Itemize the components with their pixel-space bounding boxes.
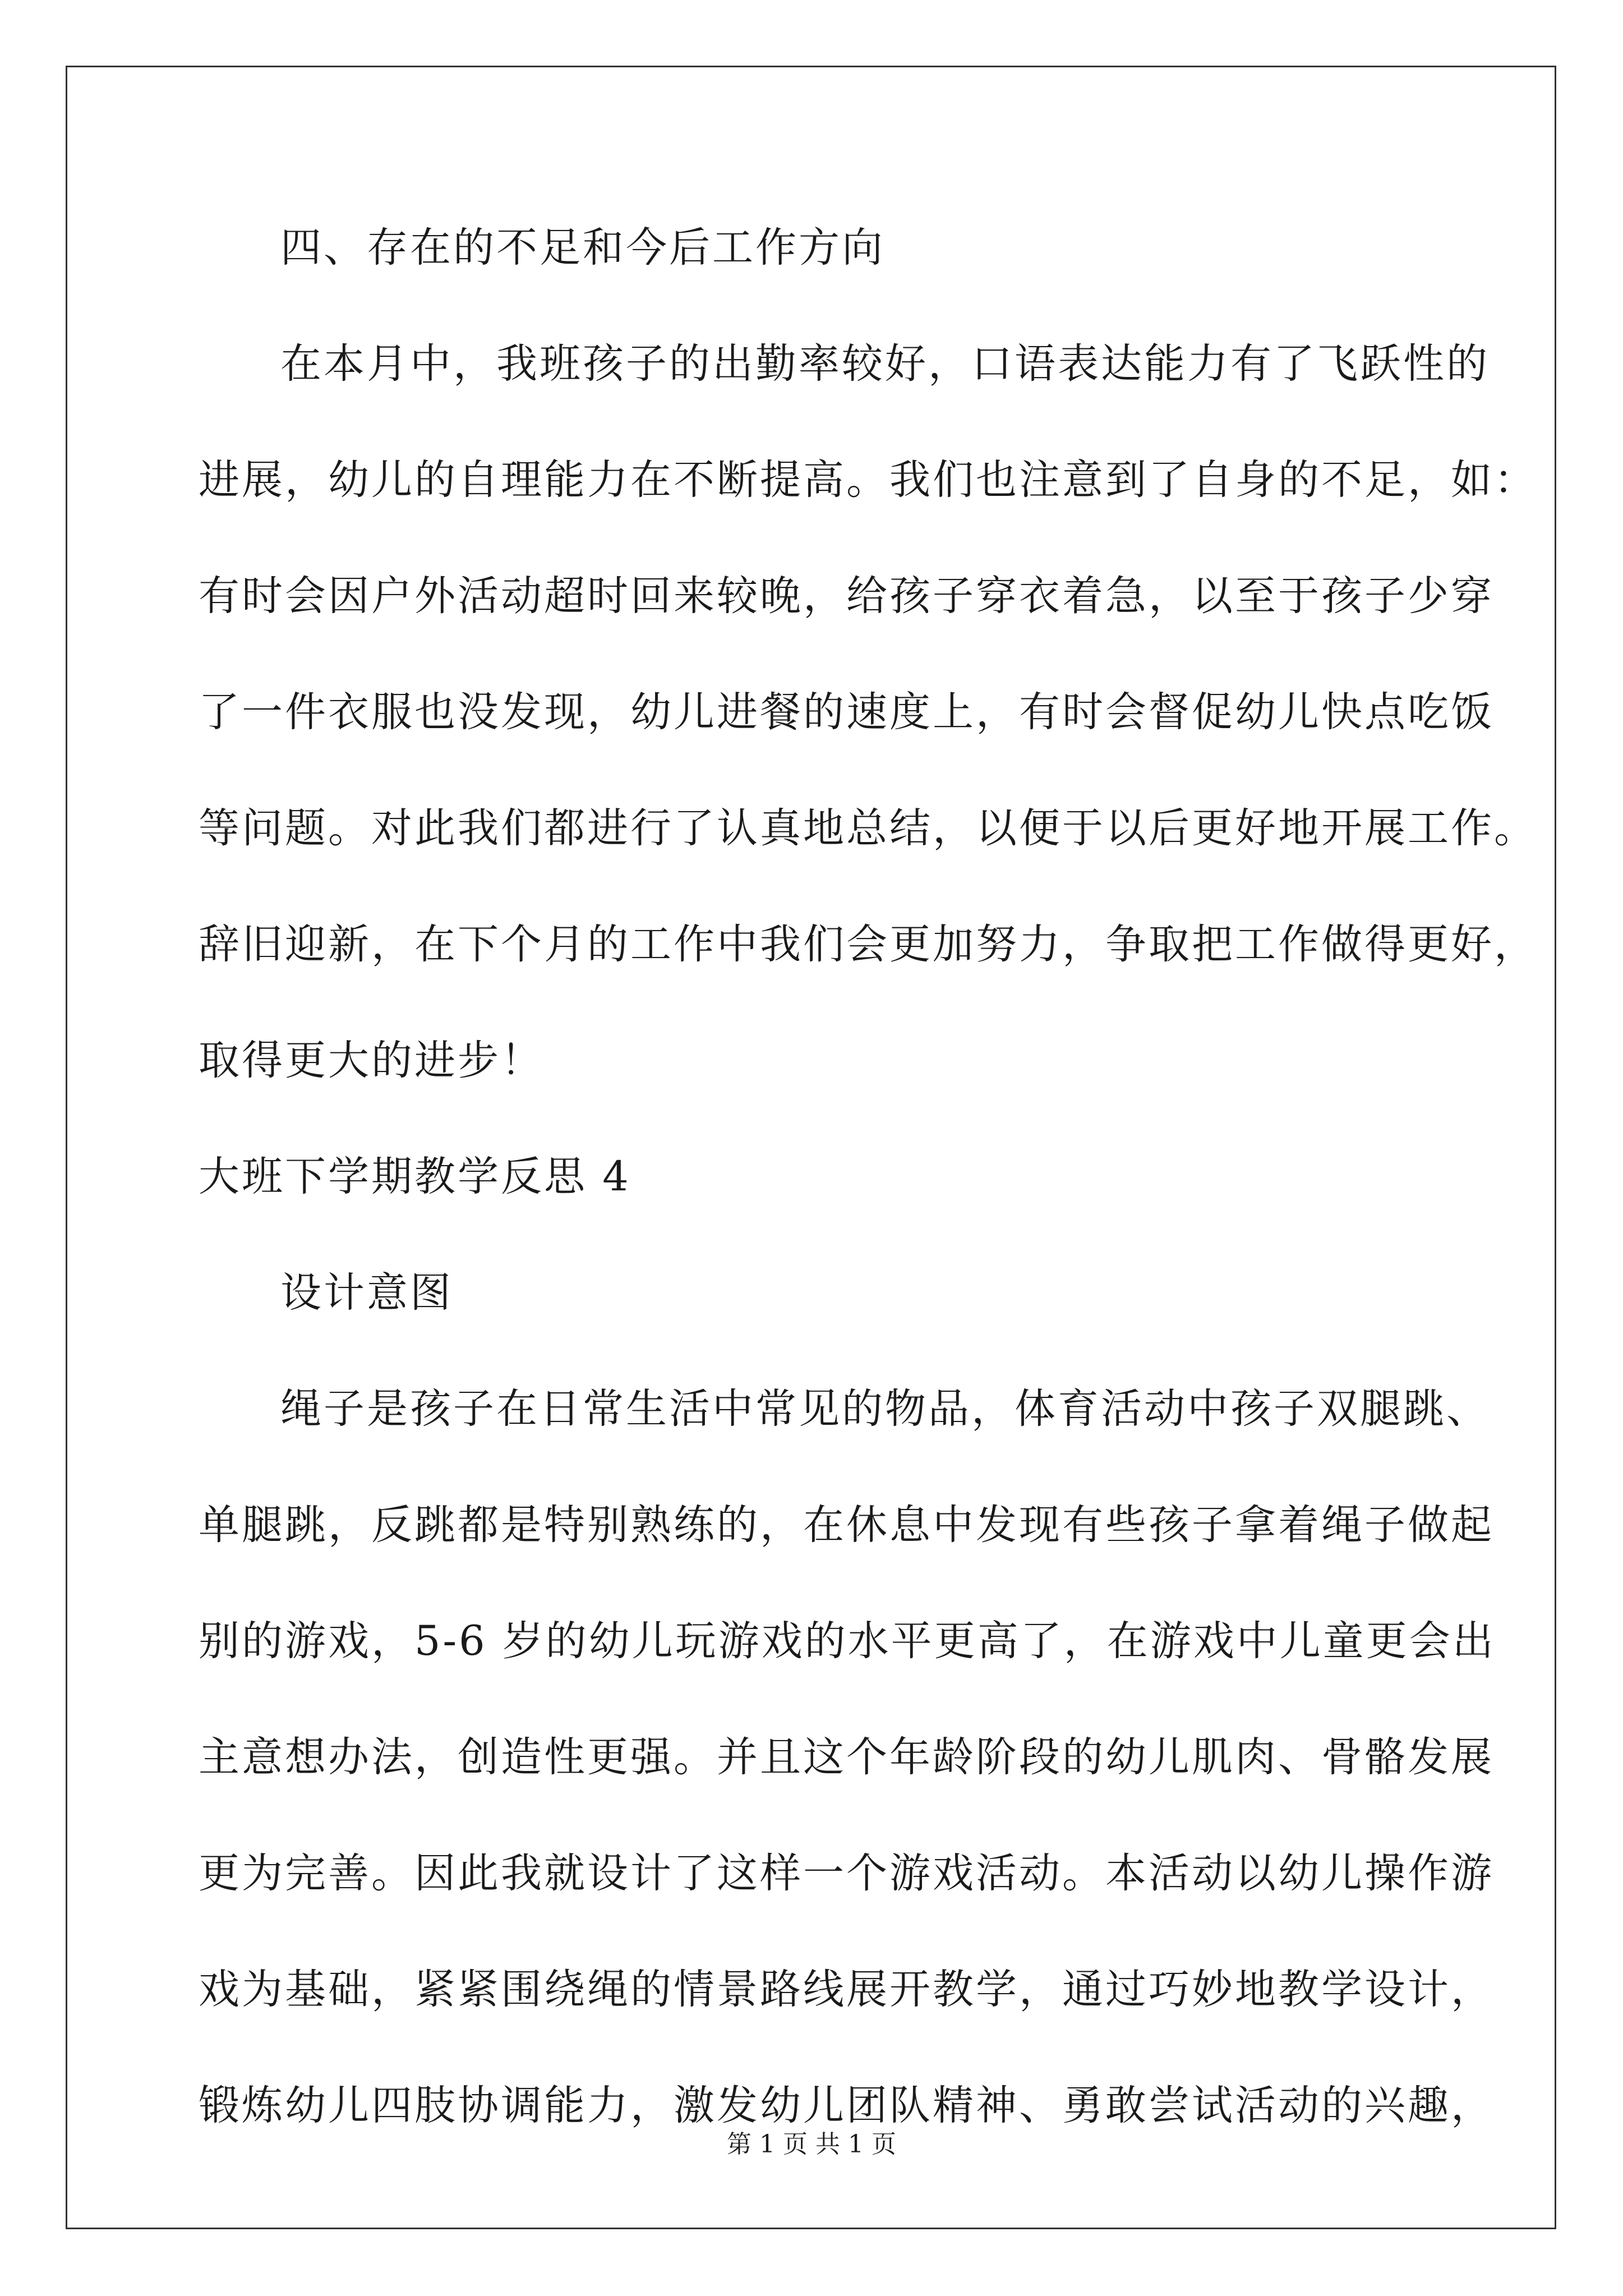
document-title: 大班下学期教学反思 4 (199, 1153, 631, 1200)
paragraph-line: 等问题。对此我们都进行了认真地总结，以便于以后更好地开展工作。 (199, 804, 1537, 852)
section-heading: 四、存在的不足和今后工作方向 (280, 224, 885, 272)
paragraph-line: 绳子是孩子在日常生活中常见的物品，体育活动中孩子双腿跳、 (280, 1385, 1490, 1433)
paragraph-line: 单腿跳，反跳都是特别熟练的，在休息中发现有些孩子拿着绳子做起 (199, 1501, 1494, 1549)
paragraph-line: 在本月中，我班孩子的出勤率较好，口语表达能力有了飞跃性的 (280, 340, 1490, 388)
paragraph-line: 辞旧迎新，在下个月的工作中我们会更加努力，争取把工作做得更好， (199, 921, 1537, 968)
paragraph-line: 主意想办法，创造性更强。并且这个年龄阶段的幼儿肌肉、骨骼发展 (199, 1733, 1494, 1781)
page-number-label: 第 1 页 共 1 页 (727, 2130, 896, 2159)
paragraph-line: 进展，幼儿的自理能力在不断提高。我们也注意到了自身的不足，如： (199, 456, 1537, 504)
subheading: 设计意图 (280, 1269, 453, 1317)
paragraph-line: 锻炼幼儿四肢协调能力，激发幼儿团队精神、勇敢尝试活动的兴趣， (199, 2082, 1494, 2129)
paragraph-line: 更为完善。因此我就设计了这样一个游戏活动。本活动以幼儿操作游 (199, 1849, 1494, 1897)
paragraph-line: 别的游戏，5-6 岁的幼儿玩游戏的水平更高了，在游戏中儿童更会出 (199, 1617, 1496, 1665)
paragraph-line: 了一件衣服也没发现，幼儿进餐的速度上，有时会督促幼儿快点吃饭 (199, 688, 1494, 736)
paragraph-line: 有时会因户外活动超时回来较晚，给孩子穿衣着急，以至于孩子少穿 (199, 572, 1494, 620)
paragraph-line: 戏为基础，紧紧围绕绳的情景路线展开教学，通过巧妙地教学设计， (199, 1966, 1494, 2013)
paragraph-line: 取得更大的进步！ (199, 1037, 544, 1084)
page-footer (0, 2128, 1623, 2161)
